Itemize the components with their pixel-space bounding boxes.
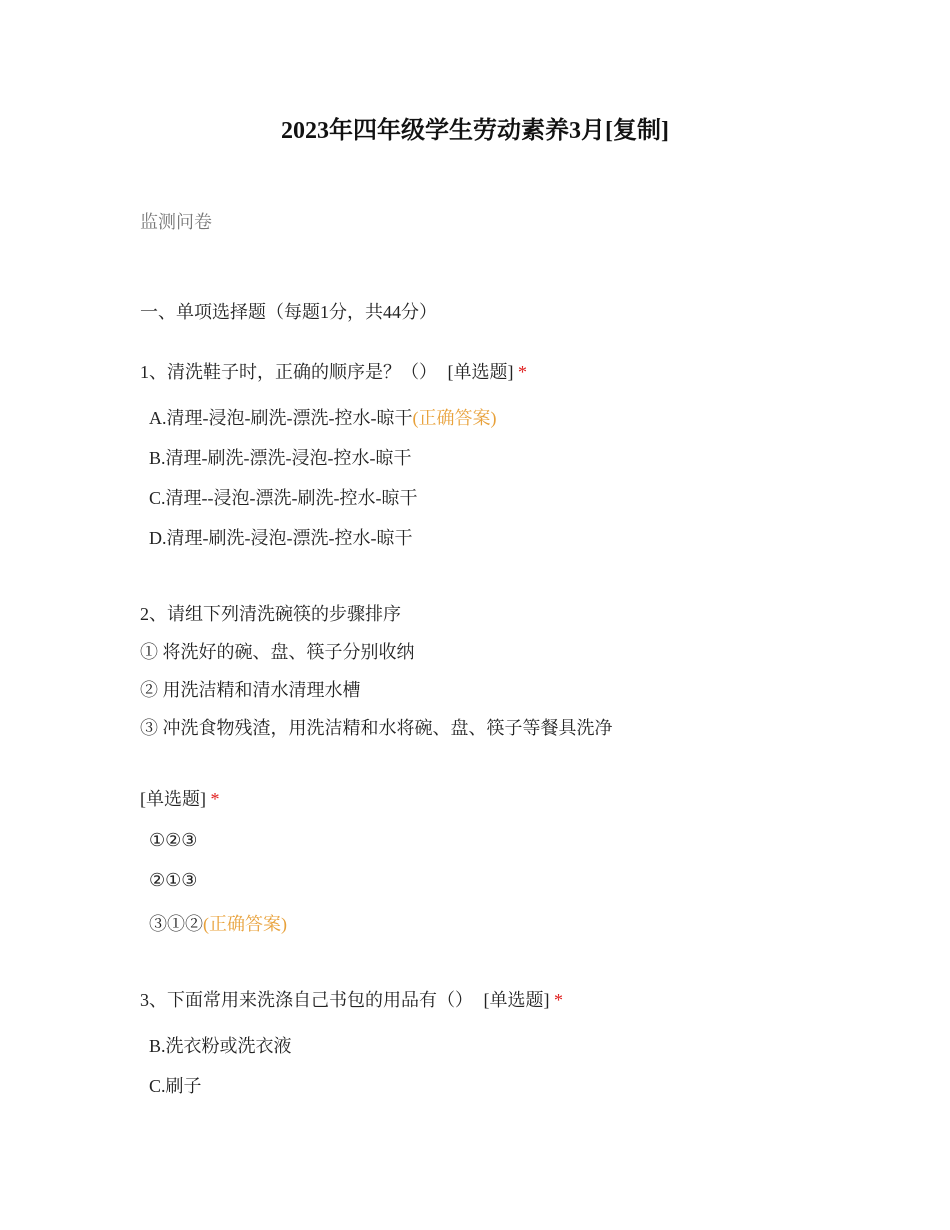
option-label: D.清理-刷洗-浸泡-漂洗-控水-晾干 bbox=[149, 528, 413, 548]
question-3 bbox=[140, 986, 563, 1012]
required-mark: * bbox=[554, 990, 563, 1010]
question-2-type-row bbox=[140, 785, 220, 811]
q3-option-c[interactable] bbox=[149, 1072, 202, 1098]
question-3-type: [单选题] bbox=[483, 990, 550, 1010]
q3-option-b[interactable] bbox=[149, 1032, 292, 1058]
option-label: B.清理-刷洗-漂洗-浸泡-控水-晾干 bbox=[149, 448, 412, 468]
question-1 bbox=[140, 358, 527, 384]
question-2-type: [单选题] bbox=[140, 789, 206, 809]
q1-option-c[interactable] bbox=[149, 484, 417, 510]
required-mark: * bbox=[210, 789, 220, 809]
option-label: B.洗衣粉或洗衣液 bbox=[149, 1036, 292, 1056]
question-3-text: 3、下面常用来洗涤自己书包的用品有（） bbox=[140, 990, 473, 1010]
question-1-text: 1、清洗鞋子时，正确的顺序是？（） bbox=[140, 362, 437, 382]
section-heading: 一、单项选择题（每题1分，共44分） bbox=[140, 302, 437, 322]
question-2-step-2: ② 用洗洁精和清水清理水槽 bbox=[140, 680, 361, 700]
required-mark: * bbox=[518, 362, 527, 382]
option-label: ③①② bbox=[149, 914, 203, 934]
survey-title: 2023年四年级学生劳动素养3月[复制] bbox=[281, 118, 669, 144]
option-label: C.清理--浸泡-漂洗-刷洗-控水-晾干 bbox=[149, 488, 418, 508]
survey-subtitle: 监测问卷 bbox=[140, 212, 212, 233]
q2-option-2[interactable] bbox=[149, 870, 197, 891]
option-label: C.刷子 bbox=[149, 1076, 202, 1096]
question-2-text: 2、请组下列清洗碗筷的步骤排序 bbox=[140, 604, 401, 624]
q2-option-3[interactable] bbox=[149, 910, 287, 936]
option-label: ②①③ bbox=[149, 870, 198, 890]
correct-answer-tag: (正确答案) bbox=[203, 914, 287, 934]
q1-option-a[interactable] bbox=[149, 404, 496, 430]
question-2-step-3: ③ 冲洗食物残渣，用洗洁精和水将碗、盘、筷子等餐具洗净 bbox=[140, 718, 613, 738]
correct-answer-tag: (正确答案) bbox=[412, 408, 497, 428]
q1-option-b[interactable] bbox=[149, 444, 411, 470]
option-label: A.清理-浸泡-刷洗-漂洗-控水-晾干 bbox=[149, 408, 413, 428]
option-label: ①②③ bbox=[149, 830, 198, 850]
question-2-step-1: ① 将洗好的碗、盘、筷子分别收纳 bbox=[140, 642, 415, 662]
question-1-type: [单选题] bbox=[447, 362, 514, 382]
q1-option-d[interactable] bbox=[149, 524, 412, 550]
q2-option-1[interactable] bbox=[149, 830, 197, 851]
